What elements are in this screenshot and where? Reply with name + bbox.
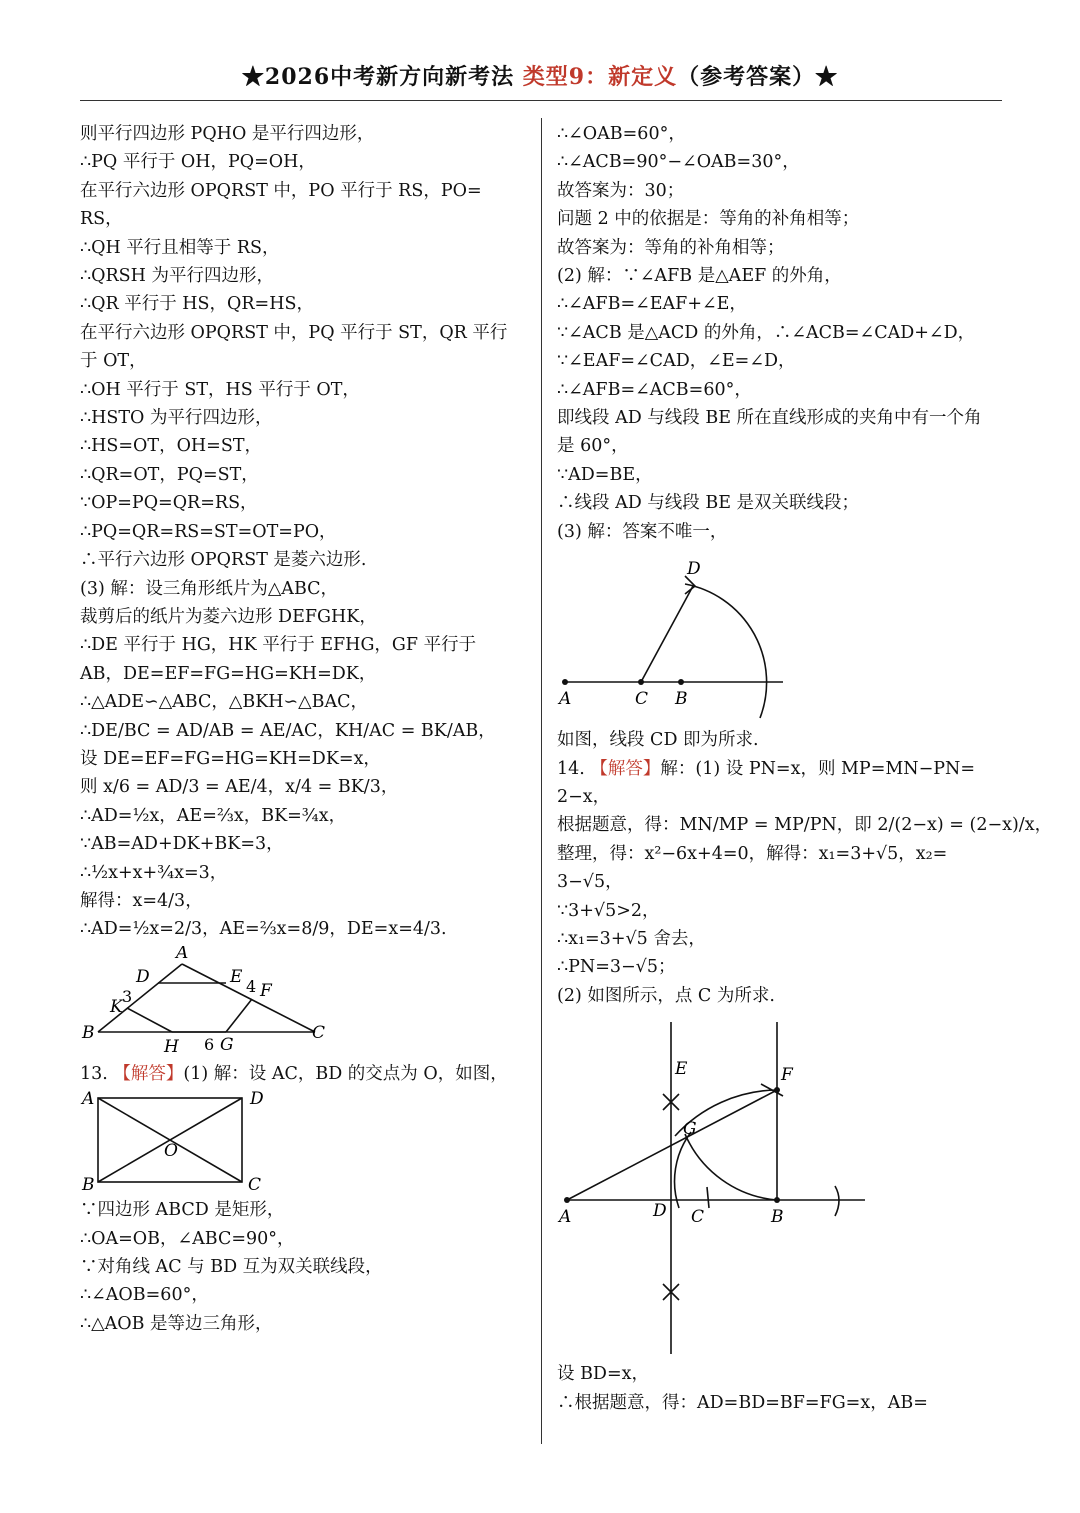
- text-line: ∴HS=OT，OH=ST，: [80, 436, 262, 457]
- trap-label-a: A: [176, 945, 189, 963]
- text-line: ∴∠OAB=60°，: [557, 124, 686, 144]
- rect-label-b: B: [82, 1175, 95, 1195]
- text-line: 于 OT，: [80, 351, 147, 372]
- text-line: ∴AD=½x=2/3，AE=⅔x=8/9，DE=x=4/3.: [80, 919, 447, 940]
- text-line: (3) 解：设三角形纸片为△ABC，: [80, 578, 339, 599]
- q13-tag: 【解答】: [113, 1063, 184, 1084]
- right-text-block-2: [557, 726, 1002, 754]
- text-line: ∴x₁=3+√5 舍去，: [557, 928, 706, 949]
- header-right: （参考答案）★: [677, 64, 839, 90]
- text-line: ∴AD=½x，AE=⅔x，BK=¾x，: [80, 805, 347, 826]
- text-line: 3−√5，: [557, 872, 623, 893]
- arc-construction-figure: [557, 548, 797, 724]
- text-line: 如图，线段 CD 即为所求.: [557, 730, 759, 751]
- arc-label-c: C: [635, 689, 649, 710]
- text-line: ∴平行六边形 OPQRST 是菱六边形.: [80, 550, 367, 571]
- left-column: [80, 120, 530, 1338]
- text-line: 裁剪后的纸片为菱六边形 DEFGHK，: [80, 606, 377, 627]
- text-line: ∴PN=3−√5；: [557, 957, 676, 978]
- header-rule: [80, 100, 1002, 101]
- text-line: 则平行四边形 PQHO 是平行四边形，: [80, 124, 375, 144]
- text-line: 在平行六边形 OPQRST 中，PQ 平行于 ST，QR 平行: [80, 322, 508, 343]
- page-header: [0, 60, 1080, 91]
- text-line: 2−x，: [557, 786, 611, 807]
- text-line: ∵∠ACB 是△ACD 的外角，∴∠ACB=∠CAD+∠D，: [557, 322, 976, 343]
- left-text-block-1: [80, 120, 530, 944]
- text-line: ∴QR=OT，PQ=ST，: [80, 464, 259, 485]
- rect-label-o: O: [164, 1141, 178, 1162]
- trap-label-f: F: [260, 980, 272, 1001]
- text-line: 整理，得：x²−6x+4=0，解得：x₁=3+√5，x₂=: [557, 843, 948, 864]
- right-text-block-3: [557, 783, 1053, 1010]
- trap-label-6: 6: [204, 1034, 215, 1054]
- text-line: ∵∠EAF=∠CAD，∠E=∠D，: [557, 351, 796, 372]
- trap-label-4: 4: [246, 976, 257, 996]
- con-label-f: F: [781, 1065, 793, 1086]
- text-line: ∵对角线 AC 与 BD 互为双关联线段，: [80, 1257, 383, 1277]
- text-line: ∴根据题意，得：AD=BD=BF=FG=x，AB=: [557, 1392, 928, 1413]
- q14-heading: [557, 755, 1002, 783]
- text-line: 故答案为：等角的补角相等；: [557, 237, 785, 258]
- q14-text: 解：(1) 设 PN=x，则 MP=MN−PN=: [660, 758, 976, 779]
- text-line: 在平行六边形 OPQRST 中，PO 平行于 RS，PO=: [80, 180, 482, 201]
- header-left: ★2026中考新方向新考法: [241, 64, 523, 90]
- trap-label-3: 3: [122, 986, 133, 1006]
- trap-label-c: C: [312, 1022, 326, 1043]
- text-line: ∴∠ACB=90°−∠OAB=30°，: [557, 152, 800, 173]
- text-line: ∵AD=BE，: [557, 464, 653, 485]
- text-line: ∵OP=PQ=QR=RS，: [80, 493, 258, 514]
- text-line: ∴∠AOB=60°，: [80, 1285, 209, 1306]
- con-label-d: D: [653, 1201, 667, 1222]
- text-line: ∴HSTO 为平行四边形，: [80, 408, 273, 429]
- trap-label-e: E: [230, 966, 243, 987]
- text-line: RS，: [80, 209, 123, 230]
- text-line: ∴OA=OB，∠ABC=90°，: [80, 1228, 295, 1249]
- left-text-block-2: [80, 1196, 530, 1338]
- q13-text: (1) 解：设 AC，BD 的交点为 O，如图，: [183, 1063, 508, 1084]
- text-line: 问题 2 中的依据是：等角的补角相等；: [557, 209, 860, 230]
- text-line: ∴PQ=QR=RS=ST=OT=PO，: [80, 521, 337, 542]
- q13-number: 13.: [80, 1063, 114, 1084]
- text-line: ∴OH 平行于 ST，HS 平行于 OT，: [80, 379, 360, 400]
- con-label-a: A: [559, 1207, 572, 1228]
- text-line: ∵3+√5>2，: [557, 900, 660, 921]
- text-line: 是 60°，: [557, 436, 629, 457]
- text-line: ∴DE/BC = AD/AB = AE/AC，KH/AC = BK/AB，: [80, 720, 496, 741]
- arc-label-a: A: [559, 689, 572, 710]
- text-line: 根据题意，得：MN/MP = MP/PN，即 2/(2−x) = (2−x)/x，: [557, 815, 1053, 836]
- text-line: ∴△AOB 是等边三角形，: [80, 1313, 273, 1334]
- text-line: 则 x/6 = AD/3 = AE/4，x/4 = BK/3，: [80, 777, 399, 798]
- q14-number: 14.: [557, 758, 591, 779]
- trapezoid-figure: [80, 946, 340, 1058]
- con-label-g: G: [683, 1119, 697, 1140]
- text-line: 解得：x=4/3，: [80, 890, 203, 911]
- trap-label-d: D: [136, 966, 150, 987]
- text-line: (3) 解：答案不唯一，: [557, 521, 728, 542]
- trap-label-b: B: [82, 1022, 95, 1043]
- arc-label-d: D: [687, 559, 701, 580]
- text-line: ∴½x+x+¾x=3，: [80, 862, 228, 883]
- text-line: ∴线段 AD 与线段 BE 是双关联线段；: [557, 493, 860, 514]
- text-line: ∴∠AFB=∠EAF+∠E，: [557, 294, 747, 315]
- text-line: (2) 如图所示，点 C 为所求.: [557, 985, 775, 1006]
- right-text-block-1: [557, 120, 1002, 546]
- text-line: 故答案为：30；: [557, 180, 685, 201]
- text-line: ∴DE 平行于 HG，HK 平行于 EFHG，GF 平行于: [80, 635, 477, 656]
- right-text-block-4: [557, 1360, 1002, 1417]
- text-line: ∴QR 平行于 HS，QR=HS，: [80, 294, 314, 315]
- text-line: 设 DE=EF=FG=HG=KH=DK=x，: [80, 748, 381, 769]
- text-line: ∴△ADE∽△ABC，△BKH∽△BAC，: [80, 692, 369, 713]
- rect-label-c: C: [248, 1175, 262, 1195]
- text-line: ∵四边形 ABCD 是矩形，: [80, 1200, 285, 1221]
- text-line: 设 BD=x，: [557, 1364, 649, 1385]
- trap-label-k: K: [110, 996, 123, 1017]
- rect-label-a: A: [82, 1090, 95, 1110]
- right-column: [557, 120, 1053, 1417]
- q13-heading: [80, 1060, 530, 1088]
- trap-label-g: G: [220, 1034, 234, 1055]
- column-divider: [541, 118, 542, 1444]
- con-label-b: B: [771, 1207, 784, 1228]
- trap-label-h: H: [164, 1036, 179, 1057]
- text-line: ∴PQ 平行于 OH，PQ=OH，: [80, 152, 316, 173]
- header-type: 类型9：新定义: [522, 64, 678, 90]
- text-line: ∴QRSH 为平行四边形，: [80, 266, 274, 287]
- text-line: ∵AB=AD+DK+BK=3，: [80, 834, 284, 855]
- text-line: 即线段 AD 与线段 BE 所在直线形成的夹角中有一个角: [557, 408, 982, 429]
- text-line: ∴QH 平行且相等于 RS，: [80, 237, 280, 258]
- rect-label-d: D: [250, 1090, 264, 1110]
- text-line: AB，DE=EF=FG=HG=KH=DK，: [80, 663, 377, 684]
- golden-section-construction-figure: [557, 1012, 877, 1358]
- arc-label-b: B: [675, 689, 688, 710]
- q14-tag: 【解答】: [590, 758, 661, 779]
- rectangle-figure: [80, 1090, 280, 1194]
- text-line: ∴∠AFB=∠ACB=60°，: [557, 379, 752, 400]
- con-label-c: C: [691, 1207, 705, 1228]
- con-label-e: E: [675, 1059, 688, 1080]
- text-line: (2) 解：∵∠AFB 是△AEF 的外角，: [557, 266, 842, 287]
